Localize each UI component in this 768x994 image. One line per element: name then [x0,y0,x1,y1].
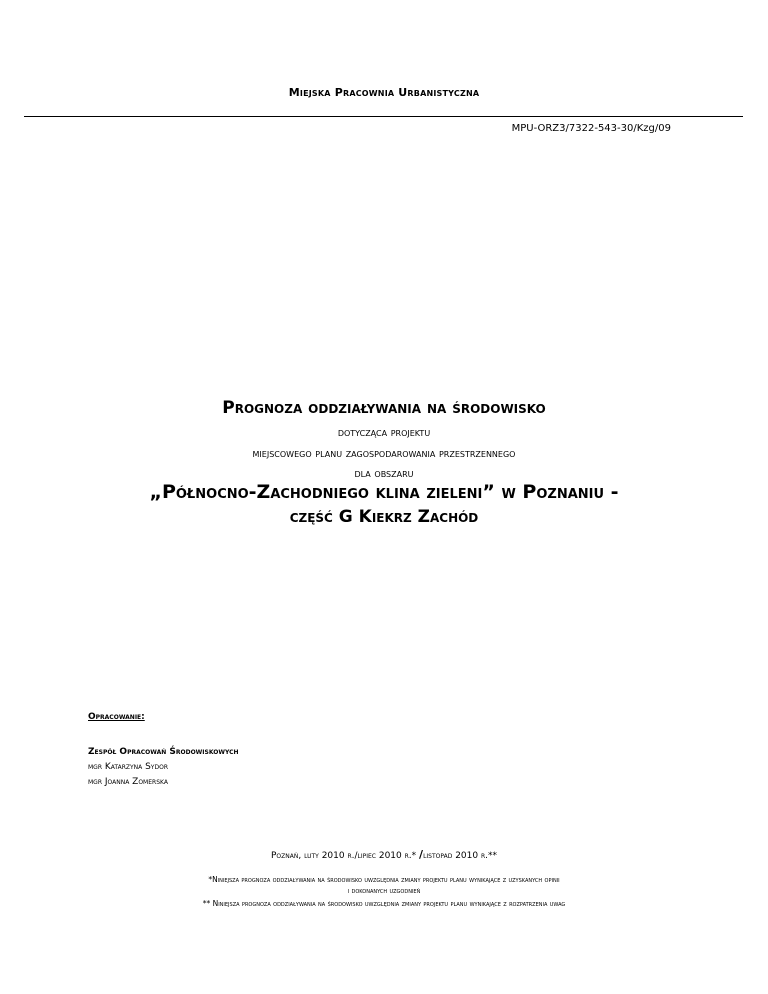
area-title-line-1: „Północno-Zachodniego klina zieleni” w Poznaniu - [149,481,619,503]
header-divider [24,116,743,117]
subtitle-line-3: dla obszaru [354,466,414,480]
date-separator: / [419,848,424,861]
author-2: mgr Joanna Zomerska [88,777,168,787]
organization-name: Miejska Pracownia Urbanistyczna [288,86,480,99]
subtitle-line-2: miejscowego planu zagospodarowania przestrzennego [252,446,516,460]
footnote-1-line-2: i dokonanych uzgodnień [347,886,421,895]
date-part-1: Poznań, luty 2010 r./lipiec 2010 r.* [271,851,417,861]
prepared-by-team: Zespół Opracowań Środowiskowych [88,747,239,757]
date-part-2: listopad 2010 r.** [423,851,497,861]
footnote-1-line-1: *Niniejsza prognoza oddziaływania na środowisko uwzględnia zmiany projektu planu wynikające z uzyskanych opinii [208,875,560,884]
author-1: mgr Katarzyna Sydor [88,762,168,772]
prepared-by-label: Opracowanie: [88,712,145,722]
date-line [0,848,768,861]
area-title-line-2: część G Kiekrz Zachód [289,507,479,527]
footnote-2: ** Niniejsza prognoza oddziaływania na środowisko uwzględnia zmiany projektu planu wynikające z rozpatrzenia uwag [202,899,566,908]
document-number: MPU-ORZ3/7322-543-30/Kzg/09 [511,123,671,134]
document-title: Prognoza oddziaływania na środowisko [222,398,546,418]
subtitle-line-1: dotycząca projektu [337,425,431,439]
